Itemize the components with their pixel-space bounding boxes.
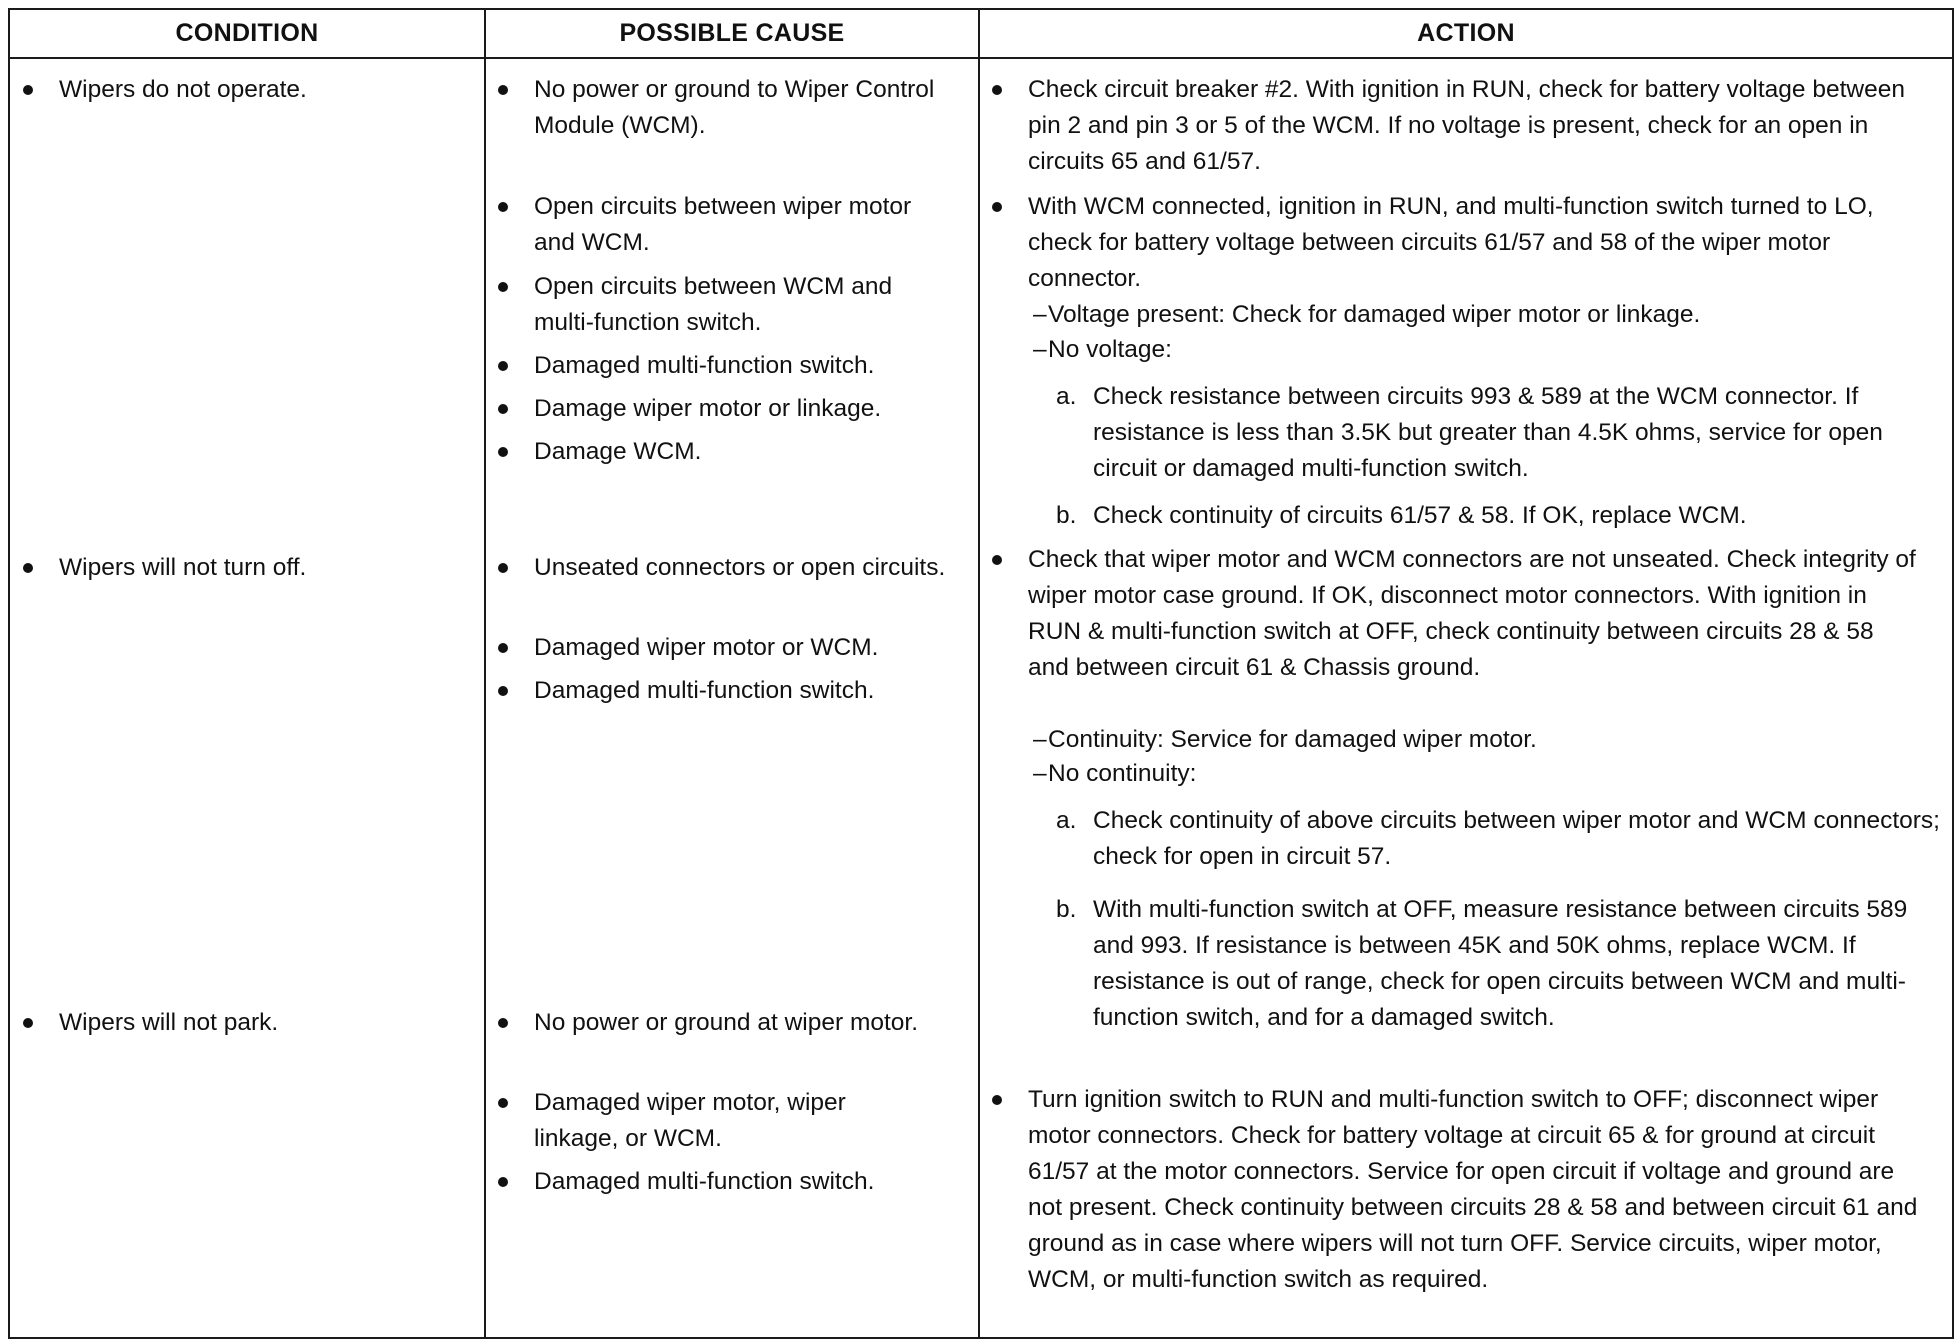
substep-label: a. xyxy=(1056,383,1077,410)
cause-item: Damaged multi-function switch. xyxy=(489,1164,974,1200)
header-possible-cause: POSSIBLE CAUSE xyxy=(619,19,845,47)
cause-item: Damaged wiper motor or WCM. xyxy=(489,630,974,666)
cause-item: No power or ground to Wiper Control Module (WCM). xyxy=(489,72,954,144)
cause-item: Damaged multi-function switch. xyxy=(489,348,974,384)
action-subresult: – No voltage: xyxy=(1033,332,1908,368)
action-substep xyxy=(1056,379,1951,487)
action-substep xyxy=(1056,498,1951,534)
cause-item: Open circuits between wiper motor and WCM. xyxy=(489,189,934,261)
action-substep xyxy=(1056,892,1951,1036)
substep-text: Check continuity of circuits 61/57 & 58. If OK, replace WCM. xyxy=(1093,502,1747,529)
action-item: Check that wiper motor and WCM connectors are not unseated. Check integrity of wiper motor case ground. If OK, disconnect motor connectors. With ignition in RUN & multi-function switch at OFF, check continuity between circuits 28 & 58 and between circuit 61 & Chassis ground. xyxy=(983,542,1918,686)
action-item: Turn ignition switch to RUN and multi-function switch to OFF; disconnect wiper motor connectors. Check for battery voltage at circuit 65 & for ground at circuit 61/57 at the motor connectors. Service for open circuit if voltage and ground are not present. Check continuity between circuits 28 & 58 and between circuit 61 and ground as in case where wipers will not turn OFF. Service circuits, wiper motor, WCM, or multi-function switch as required. xyxy=(983,1082,1918,1298)
substep-label: b. xyxy=(1056,896,1077,923)
condition-item: Wipers will not park. xyxy=(14,1005,479,1041)
action-item: With WCM connected, ignition in RUN, and multi-function switch turned to LO, check for battery voltage between circuits 61/57 and 58 of the wiper motor connector. xyxy=(983,189,1918,297)
cause-item: Damage WCM. xyxy=(489,434,974,470)
action-subresult: – Continuity: Service for damaged wiper motor. xyxy=(1033,722,1908,758)
cause-item: Unseated connectors or open circuits. xyxy=(489,550,954,586)
cause-item: Open circuits between WCM and multi-function switch. xyxy=(489,269,934,341)
header-divider xyxy=(8,57,1954,59)
condition-item: Wipers will not turn off. xyxy=(14,550,479,586)
action-substep xyxy=(1056,803,1951,875)
substep-text: With multi-function switch at OFF, measure resistance between circuits 589 and 993. If resistance is between 45K and 50K ohms, replace WCM. If resistance is out of range, check for open circuits between WCM and multi-function switch, and for a damaged switch. xyxy=(1093,896,1908,1031)
column-divider-1 xyxy=(484,8,486,1339)
substep-text: Check resistance between circuits 993 & 589 at the WCM connector. If resistance is less than 3.5K but greater than 4.5K ohms, service for open circuit or damaged multi-function switch. xyxy=(1093,383,1883,482)
cause-item: Damaged multi-function switch. xyxy=(489,673,974,709)
cause-item: Damage wiper motor or linkage. xyxy=(489,391,974,427)
substep-text: Check continuity of above circuits between wiper motor and WCM connectors; check for open in circuit 57. xyxy=(1093,807,1940,870)
cause-item: No power or ground at wiper motor. xyxy=(489,1005,934,1041)
condition-item: Wipers do not operate. xyxy=(14,72,479,108)
cause-item: Damaged wiper motor, wiper linkage, or WCM. xyxy=(489,1085,934,1157)
header-action: ACTION xyxy=(1417,19,1515,47)
action-subresult: – Voltage present: Check for damaged wiper motor or linkage. xyxy=(1033,297,1908,333)
header-condition: CONDITION xyxy=(175,19,319,47)
column-divider-2 xyxy=(978,8,980,1339)
action-item: Check circuit breaker #2. With ignition in RUN, check for battery voltage between pin 2 and pin 3 or 5 of the WCM. If no voltage is present, check for an open in circuits 65 and 61/57. xyxy=(983,72,1918,180)
substep-label: b. xyxy=(1056,502,1077,529)
action-subresult: – No continuity: xyxy=(1033,756,1908,792)
substep-label: a. xyxy=(1056,807,1077,834)
